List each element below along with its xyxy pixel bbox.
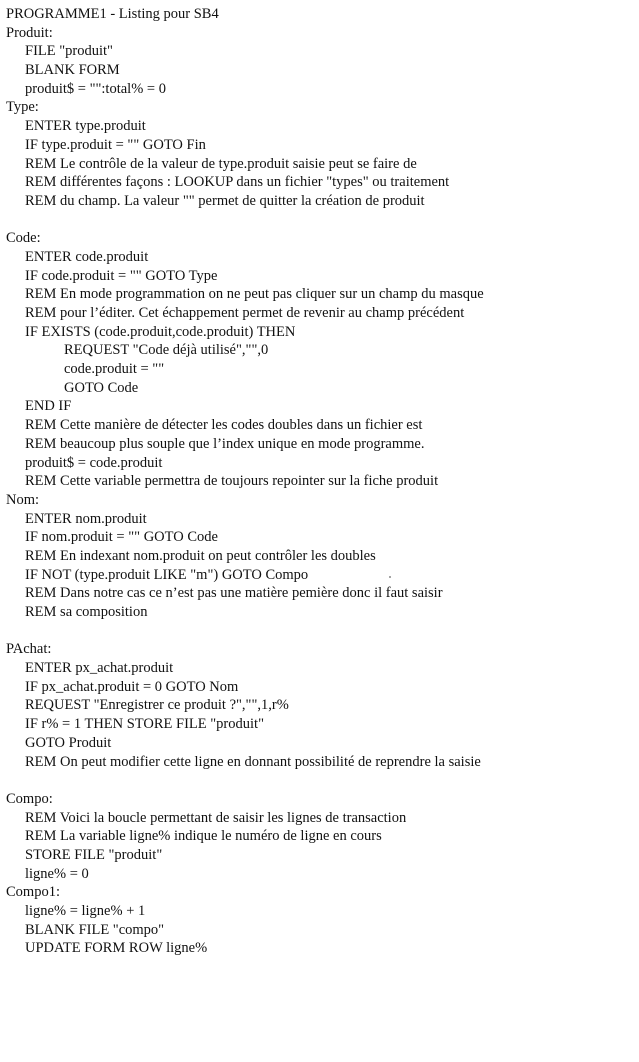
code-listing	[6, 5, 636, 958]
code-line: REM On peut modifier cette ligne en donnant possibilité de reprendre la saisie	[25, 753, 481, 770]
code-line: REM pour l’éditer. Cet échappement permet de revenir au champ précédent	[25, 305, 465, 321]
blank-line	[6, 622, 636, 641]
code-line: UPDATE FORM ROW ligne%	[25, 940, 208, 957]
code-line: ENTER type.produit	[25, 118, 146, 135]
code-line: code.produit = ""	[64, 361, 165, 378]
code-line: REM sa composition	[25, 604, 148, 620]
code-line: REM Le contrôle de la valeur de type.produit saisie peut se faire de	[25, 155, 417, 172]
code-line: BLANK FORM	[25, 62, 120, 79]
code-label: Produit:	[6, 24, 53, 41]
code-line: REM différentes façons : LOOKUP dans un fichier "types" ou traitement	[25, 174, 450, 191]
code-line: ENTER px_achat.produit	[25, 660, 174, 677]
code-label: Compo1:	[6, 884, 60, 901]
code-line: ENTER code.produit	[25, 248, 149, 265]
blank-line	[6, 771, 636, 790]
code-label: Compo:	[6, 790, 53, 807]
code-line: ENTER nom.produit	[25, 510, 147, 527]
code-line: IF nom.produit = "" GOTO Code	[25, 529, 218, 546]
code-line: ligne% = ligne% + 1	[25, 903, 146, 919]
code-line: ligne% = 0	[25, 865, 89, 882]
code-line: BLANK FILE "compo"	[25, 921, 165, 938]
code-line: REQUEST "Enregistrer ce produit ?","",1,r%	[25, 697, 289, 714]
code-line: GOTO Produit	[25, 734, 112, 751]
code-line: REM En indexant nom.produit on peut contrôler les doubles	[25, 547, 376, 564]
code-line: FILE "produit"	[25, 43, 113, 60]
code-line: IF type.produit = "" GOTO Fin	[25, 136, 206, 153]
code-line: REM du champ. La valeur "" permet de quitter la création de produit	[25, 192, 425, 209]
code-line: REM Voici la boucle permettant de saisir les lignes de transaction	[25, 809, 407, 826]
code-line: produit$ = code.produit	[25, 454, 163, 471]
code-line: IF NOT (type.produit LIKE "m") GOTO Compo	[25, 566, 309, 583]
code-line: REQUEST "Code déjà utilisé","",0	[64, 342, 269, 359]
code-line: END IF	[25, 398, 72, 415]
code-line: IF EXISTS (code.produit,code.produit) THEN	[25, 323, 296, 340]
code-label: Type:	[6, 99, 39, 116]
code-label: PAchat:	[6, 641, 52, 658]
code-line: REM En mode programmation on ne peut pas cliquer sur un champ du masque	[25, 286, 484, 303]
blank-line	[6, 211, 636, 230]
code-line: REM La variable ligne% indique le numéro de ligne en cours	[25, 828, 382, 845]
code-line: GOTO Code	[64, 379, 139, 396]
scan-speck	[389, 576, 391, 578]
code-line: REM Cette variable permettra de toujours repointer sur la fiche produit	[25, 473, 439, 490]
listing-title: PROGRAMME1 - Listing pour SB4	[6, 6, 219, 22]
code-line: STORE FILE "produit"	[25, 846, 163, 863]
code-label: Code:	[6, 230, 41, 247]
code-line: IF px_achat.produit = 0 GOTO Nom	[25, 678, 239, 695]
code-line: produit$ = "":total% = 0	[25, 80, 166, 97]
code-label: Nom:	[6, 491, 40, 508]
code-line: REM Dans notre cas ce n’est pas une matière pemière donc il faut saisir	[25, 585, 443, 602]
code-line: IF code.produit = "" GOTO Type	[25, 267, 218, 284]
code-line: REM Cette manière de détecter les codes doubles dans un fichier est	[25, 417, 423, 434]
code-line: IF r% = 1 THEN STORE FILE "produit"	[25, 716, 264, 733]
code-line: REM beaucoup plus souple que l’index unique en mode programme.	[25, 435, 425, 452]
